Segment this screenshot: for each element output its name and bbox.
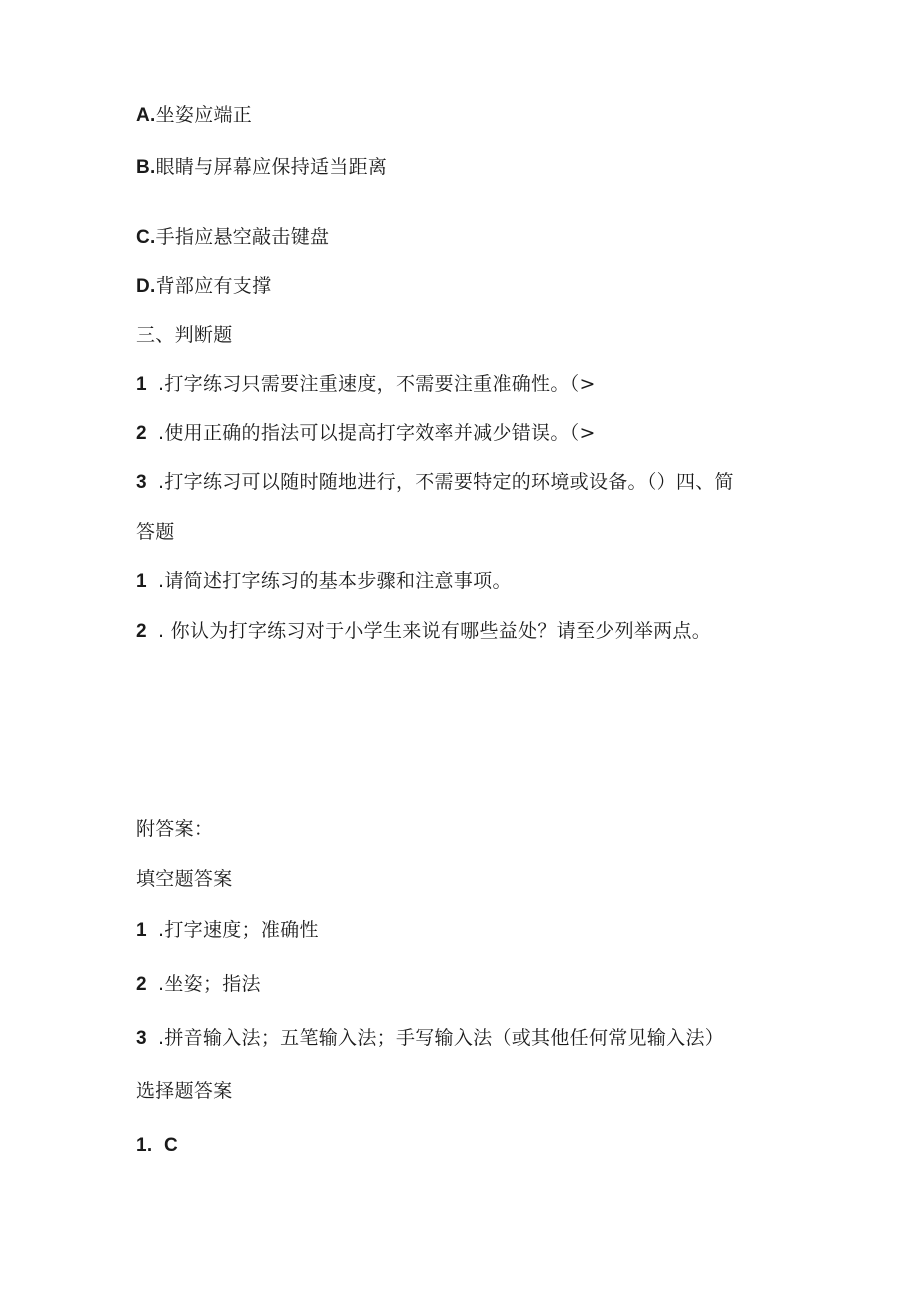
short-answer-heading: 答题: [136, 521, 175, 543]
option-marker: D.: [136, 276, 156, 297]
item-number: 1: [136, 374, 147, 395]
fill-answer-3: [136, 1026, 724, 1051]
judge-item-3: [136, 470, 734, 495]
item-number: 2: [136, 974, 147, 995]
item-number: 1: [136, 920, 147, 941]
item-text: . 你认为打字练习对于小学生来说有哪些益处？请至少列举两点。: [158, 620, 712, 642]
option-a: [136, 103, 252, 128]
item-text: .请简述打字练习的基本步骤和注意事项。: [158, 570, 512, 592]
item-number: 2: [136, 423, 147, 444]
item-number: 2: [136, 621, 147, 642]
item-text: .打字速度；准确性: [158, 919, 319, 941]
item-text: .坐姿；指法: [158, 973, 261, 995]
option-marker: A.: [136, 105, 156, 126]
option-marker: B.: [136, 157, 156, 178]
item-number: 3: [136, 472, 147, 493]
item-text: .打字练习只需要注重速度，不需要注重准确性。（>: [158, 373, 596, 395]
option-c: [136, 225, 329, 250]
option-text: 手指应悬空敲击键盘: [155, 226, 330, 248]
item-text: C: [164, 1135, 179, 1156]
option-d: [136, 274, 271, 299]
item-text: .拼音输入法；五笔输入法；手写输入法（或其他任何常见输入法）: [158, 1027, 725, 1049]
fill-answers-heading: 填空题答案: [136, 868, 233, 890]
option-marker: C.: [136, 227, 156, 248]
fill-answer-1: [136, 918, 319, 943]
choice-answer-1: [136, 1133, 178, 1158]
choice-answers-heading: 选择题答案: [136, 1080, 233, 1102]
option-text: 背部应有支撑: [155, 275, 272, 297]
option-b: [136, 155, 387, 180]
item-number: 1.: [136, 1135, 153, 1156]
option-text: 眼睛与屏幕应保持适当距离: [155, 156, 388, 178]
judge-item-1: [136, 372, 596, 397]
short-item-1: [136, 569, 512, 594]
short-item-2: [136, 619, 711, 644]
answers-heading: 附答案：: [136, 818, 214, 840]
judge-heading: 三、判断题: [136, 324, 233, 346]
item-text: .使用正确的指法可以提高打字效率并减少错误。（>: [158, 422, 596, 444]
fill-answer-2: [136, 972, 261, 997]
item-number: 1: [136, 571, 147, 592]
item-number: 3: [136, 1028, 147, 1049]
judge-item-2: [136, 421, 596, 446]
option-text: 坐姿应端正: [155, 104, 253, 126]
item-text: .打字练习可以随时随地进行，不需要特定的环境或设备。（）四、简: [158, 471, 734, 493]
